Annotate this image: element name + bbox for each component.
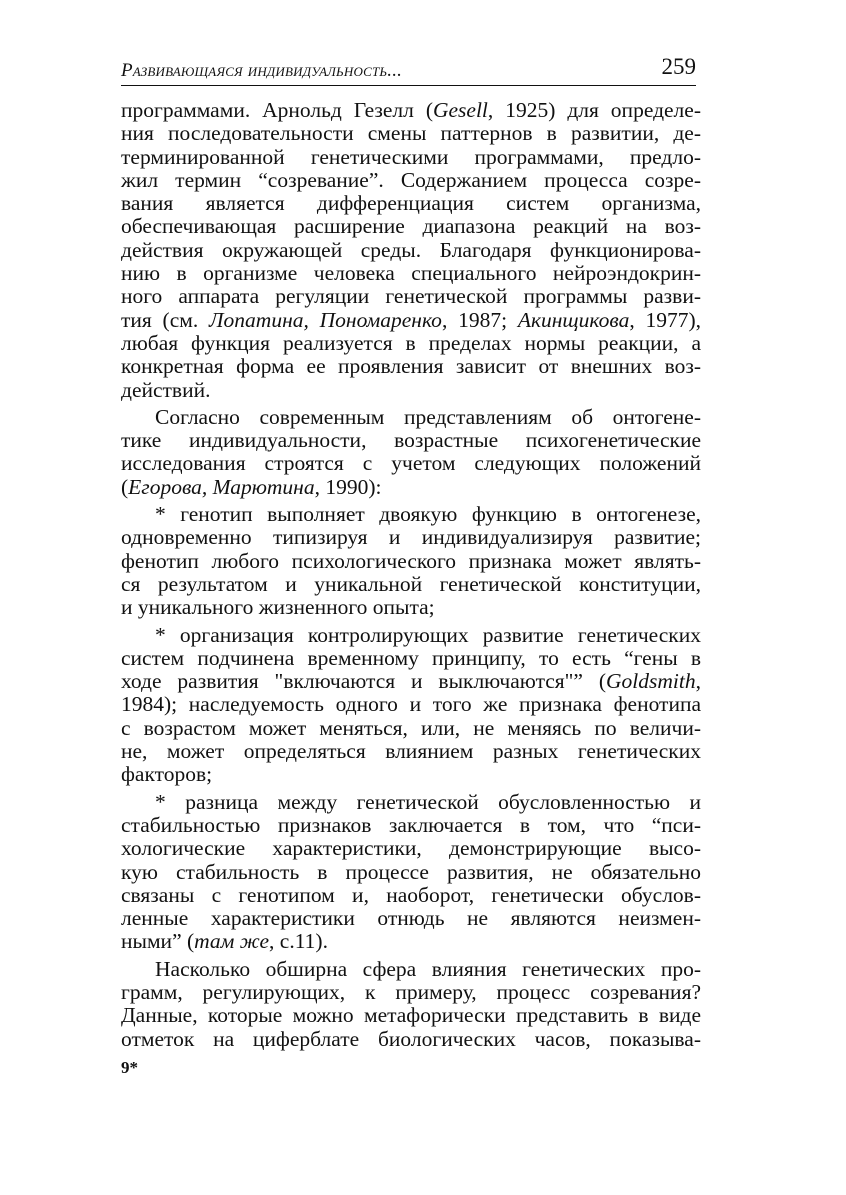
text-line: ными” (там же, с.11).	[121, 929, 328, 954]
text-line: ного аппарата регуляции генетической программы разви-	[121, 284, 701, 309]
text-line: с возрастом может меняться, или, не меняясь по величи-	[121, 715, 701, 740]
body-text	[121, 99, 701, 1051]
list-item-line: * организация контролирующих развитие генетических	[155, 622, 701, 647]
running-head	[121, 52, 696, 86]
text-line: систем подчинена временному принципу, то есть “гены в	[121, 645, 701, 670]
text-line: и уникального жизненного опыта;	[121, 595, 435, 620]
text-line: хологические характеристики, демонстрирующие высо-	[121, 836, 701, 861]
text-line: 1984); наследуемость одного и того же признака фенотипа	[121, 692, 701, 717]
text-line: Насколько обширна сфера влияния генетических про-	[155, 956, 701, 981]
text-line: ния последовательности смены паттернов в развитии, де-	[121, 121, 701, 146]
text-line: стабильностью признаков заключается в том, что “пси-	[121, 812, 701, 837]
text-line: ленные характеристики отнюдь не являются неизмен-	[121, 906, 701, 931]
text-line: (Егорова, Марютина, 1990):	[121, 474, 382, 499]
text-line: конкретная форма ее проявления зависит от внешних воз-	[121, 354, 701, 379]
text-line: действий.	[121, 377, 211, 402]
list-item-line: * генотип выполняет двоякую функцию в онтогенезе,	[155, 502, 701, 527]
text-line: грамм, регулирующих, к примеру, процесс созревания?	[121, 979, 701, 1004]
text-line: тия (см. Лопатина, Пономаренко, 1987; Акинщикова, 1977),	[121, 307, 701, 332]
text-line: исследования строятся с учетом следующих положений	[121, 451, 701, 476]
page-number: 259	[661, 54, 696, 79]
text-line: отметок на циферблате биологических часов, показыва-	[121, 1026, 701, 1051]
text-line: жил термин “созревание”. Содержанием процесса созре-	[121, 167, 701, 192]
text-line: нию в организме человека специального нейроэндокрин-	[121, 261, 701, 286]
text-line: Согласно современным представлениям об онтогене-	[155, 404, 701, 429]
text-line: одновременно типизируя и индивидуализируя развитие;	[121, 525, 701, 550]
text-line: программами. Арнольд Гезелл (Gesell, 1925) для определе-	[121, 98, 701, 122]
signature-mark: 9*	[121, 1058, 138, 1077]
text-line: кую стабильность в процессе развития, не обязательно	[121, 859, 701, 884]
text-line: фенотип любого психологического признака может являть-	[121, 548, 701, 573]
text-line: факторов;	[121, 762, 213, 787]
text-line: ходе развития "включаются и выключаются"” (Goldsmith,	[121, 669, 701, 694]
text-line: Данные, которые можно метафорически представить в виде	[121, 1003, 701, 1028]
text-line: терминированной генетическими программами, предло-	[121, 144, 701, 169]
text-line: обеспечивающая расширение диапазона реакций на воз-	[121, 214, 701, 239]
text-line: любая функция реализуется в пределах нормы реакции, а	[121, 330, 701, 355]
text-line: связаны с генотипом и, наоборот, генетически обуслов-	[121, 882, 701, 907]
header-rule	[121, 85, 696, 86]
text-line: действия окружающей среды. Благодаря функционирова-	[121, 237, 701, 262]
running-title: Развивающаяся индивидуальность...	[121, 60, 403, 81]
text-line: не, может определяться влиянием разных генетических	[121, 739, 701, 764]
text-line: вания является дифференциация систем организма,	[121, 191, 701, 216]
list-item-line: * разница между генетической обусловленностью и	[155, 789, 701, 814]
text-line: тике индивидуальности, возрастные психогенетические	[121, 428, 701, 453]
text-line: ся результатом и уникальной генетической конституции,	[121, 571, 701, 596]
